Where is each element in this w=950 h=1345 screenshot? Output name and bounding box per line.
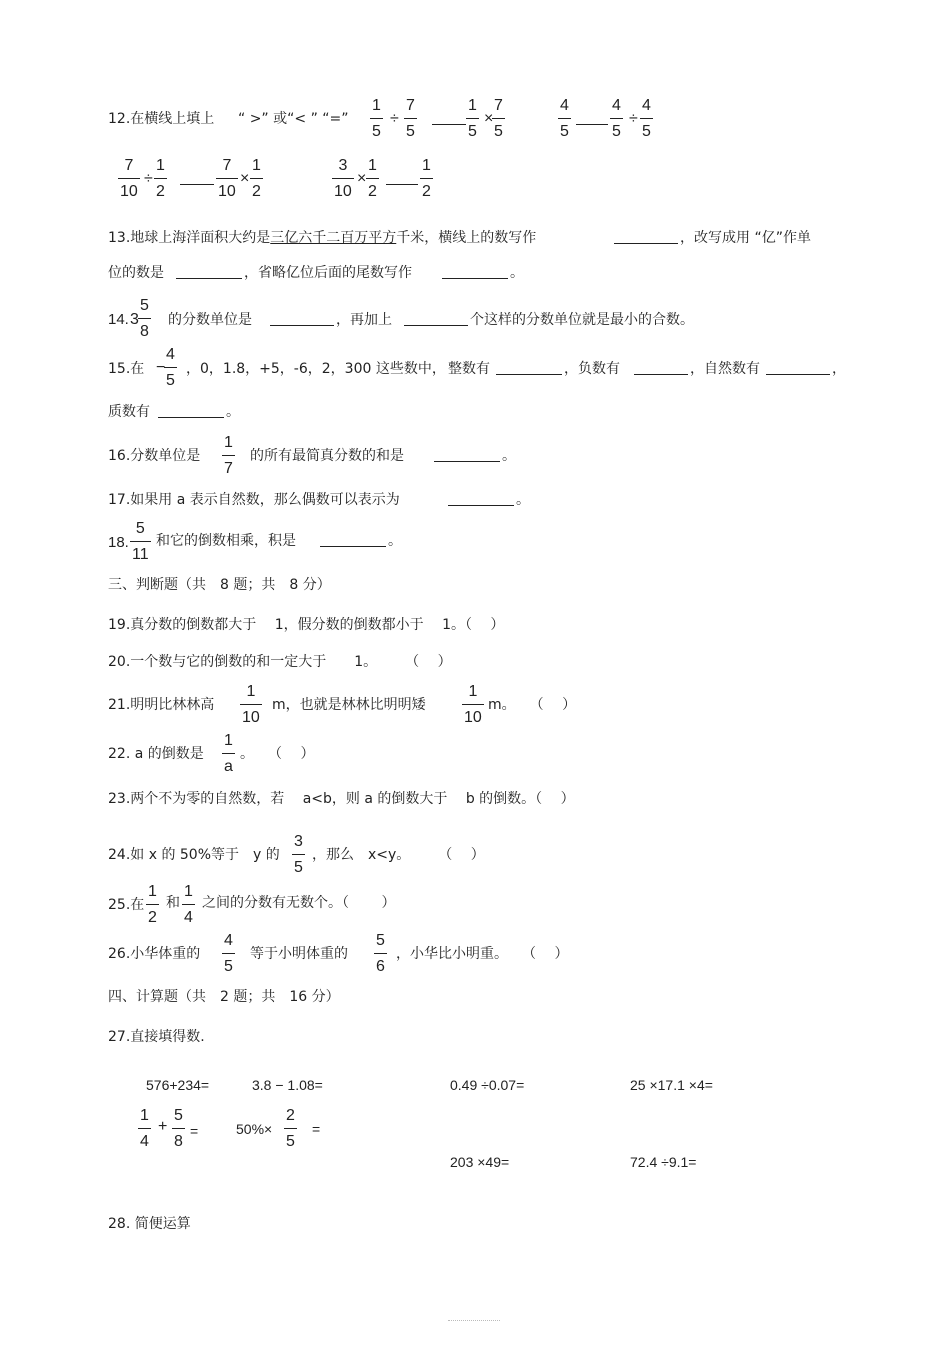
q13-blank2[interactable] <box>176 264 242 284</box>
q27-calc-4: 25 ×17.1 ×4= <box>630 1077 713 1093</box>
q12-e2-d: 4 5 <box>642 97 651 140</box>
q21-frac1: 1 10 <box>242 683 260 726</box>
q12-e1-blank[interactable] <box>432 110 466 130</box>
q12-symbols: “ >” 或“< ” “=” <box>238 111 349 127</box>
q13-line2c: 。 <box>510 265 524 281</box>
q27-f2-pre: 50%× <box>236 1121 273 1137</box>
q24-frac: 3 5 <box>294 833 303 876</box>
q16-end: 。 <box>502 448 516 464</box>
q14-text3: 个这样的分数单位就是最小的合数。 <box>470 312 694 328</box>
q22-prefix: 22. a 的倒数是 <box>108 746 204 762</box>
q12-e1-op1: ÷ <box>390 110 399 127</box>
q23-text: 23.两个不为零的自然数，若 a<b，则 a 的倒数大于 b 的倒数。（ ） <box>108 791 575 807</box>
section-4-heading: 四、计算题（共 2 题；共 16 分） <box>108 989 340 1005</box>
q15-line2: 质数有 <box>108 404 150 420</box>
q17-text: 17.如果用 a 表示自然数，那么偶数可以表示为 <box>108 492 400 508</box>
q27-calc-3: 0.49 ÷0.07= <box>450 1077 525 1093</box>
q15-blank1[interactable] <box>496 360 562 380</box>
q15-blank3[interactable] <box>766 360 830 380</box>
q26-frac2: 5 6 <box>376 932 385 975</box>
q12-e2-c: 4 5 <box>612 97 621 140</box>
q21-end: m。 （ ） <box>488 697 577 713</box>
q27-calc-5: 203 ×49= <box>450 1154 510 1170</box>
q12-e3-a: 7 10 <box>120 157 138 200</box>
q14-blank2[interactable] <box>404 311 468 331</box>
q12-e1-a: 1 5 <box>372 97 381 140</box>
q15-t2: ，负数有 <box>564 361 620 377</box>
q25-frac1: 1 2 <box>148 883 157 926</box>
q22-end: 。 （ ） <box>240 746 315 762</box>
q12-e4-blank[interactable] <box>386 170 418 190</box>
q14-frac: 5 8 <box>140 297 149 340</box>
q12-e1-op2: × <box>484 110 494 127</box>
q13-part2: 千米，横线上的数写作 <box>396 230 537 246</box>
q26-frac1: 4 5 <box>224 932 233 975</box>
q27-title: 27.直接填得数. <box>108 1029 205 1045</box>
q24-end: ，那么 x<y。 （ ） <box>312 847 485 863</box>
q12-e4-c: 1 2 <box>422 157 431 200</box>
q27-f2-frac: 2 5 <box>286 1107 295 1150</box>
q13-underlined: 三亿六千二百万平方 <box>270 230 397 246</box>
q26-prefix: 26.小华体重的 <box>108 946 201 962</box>
q12-e1-d: 7 5 <box>494 97 503 140</box>
q12-e2-blank[interactable] <box>576 110 608 130</box>
q12-e4-b: 1 2 <box>368 157 377 200</box>
q17-end: 。 <box>516 492 530 508</box>
q13-line2a: 位的数是 <box>108 265 164 281</box>
q26-mid: 等于小明体重的 <box>250 946 348 962</box>
q27-calc-2: 3.8 − 1.08= <box>252 1077 323 1093</box>
q12-e4-a: 3 10 <box>334 157 352 200</box>
q16-text: 的所有最简真分数的和是 <box>250 448 404 464</box>
q14-text2: ，再加上 <box>336 312 392 328</box>
q27-f1-b: 5 8 <box>174 1107 183 1150</box>
q25-and: 和 <box>166 895 180 911</box>
q15-blank4[interactable] <box>158 403 224 423</box>
q16-blank[interactable] <box>434 447 500 467</box>
q21-prefix: 21.明明比林林高 <box>108 697 215 713</box>
q12-e2-a: 4 5 <box>560 97 569 140</box>
q25-frac2: 1 4 <box>184 883 193 926</box>
q14-text1: 的分数单位是 <box>168 312 252 328</box>
q18-end: 。 <box>388 533 402 549</box>
q15-sign: − <box>156 359 166 376</box>
q27-f1-a: 1 4 <box>140 1107 149 1150</box>
q18-frac: 5 11 <box>132 520 149 563</box>
q15-line2end: 。 <box>226 404 240 420</box>
q12-e4-op1: × <box>357 170 367 187</box>
q18-prefix: 18. <box>108 534 129 551</box>
q12-e1-c: 1 5 <box>468 97 477 140</box>
q13-blank3[interactable] <box>442 264 508 284</box>
q12-e3-op1: ÷ <box>144 170 153 187</box>
q14-blank1[interactable] <box>270 311 334 331</box>
q13-blank1[interactable] <box>614 229 678 249</box>
q13-line1 <box>108 229 536 247</box>
q15-t1: 整数有 <box>448 361 490 377</box>
q27-calc-6: 72.4 ÷9.1= <box>630 1154 697 1170</box>
q13-part1: 13.地球上海洋面积大约是 <box>108 230 271 246</box>
q21-frac2: 1 10 <box>464 683 482 726</box>
q27-calc-1: 576+234= <box>146 1077 210 1093</box>
q15-t4: ， <box>832 361 846 377</box>
q15-list: ，0，1.8，+5，-6，2，300 这些数中， <box>186 361 446 377</box>
q20-text: 20.一个数与它的倒数的和一定大于 1。 （ ） <box>108 654 452 670</box>
q12-e2-op2: ÷ <box>629 110 638 127</box>
section-3-heading: 三、判断题（共 8 题；共 8 分） <box>108 577 331 593</box>
q21-mid: m，也就是林林比明明矮 <box>272 697 426 713</box>
q22-frac: 1 a <box>224 732 233 775</box>
q18-text: 和它的倒数相乘，积是 <box>156 533 296 549</box>
q19-text: 19.真分数的倒数都大于 1，假分数的倒数都小于 1。（ ） <box>108 617 505 633</box>
q16-frac: 1 7 <box>224 434 233 477</box>
q12-e3-blank[interactable] <box>180 170 214 190</box>
q28-title: 28. 简便运算 <box>108 1216 191 1232</box>
q27-f1-op: + <box>158 1118 168 1135</box>
q15-t3: ，自然数有 <box>690 361 760 377</box>
q16-prefix: 16.分数单位是 <box>108 448 201 464</box>
q15-blank2[interactable] <box>634 360 688 380</box>
q12-e3-b: 1 2 <box>156 157 165 200</box>
q17-blank[interactable] <box>448 491 514 511</box>
q14-prefix: 14. <box>108 311 129 328</box>
q18-blank[interactable] <box>320 532 386 552</box>
q24-prefix: 24.如 x 的 50%等于 y 的 <box>108 847 280 863</box>
q27-f1-eq: = <box>190 1123 199 1139</box>
q14-whole: 3 <box>130 311 139 328</box>
q25-end: 之间的分数有无数个。（ ） <box>202 895 396 911</box>
q27-f2-eq: = <box>312 1121 321 1137</box>
footer-divider <box>448 1320 500 1321</box>
q15-frac: 4 5 <box>166 346 175 389</box>
q12-e3-d: 1 2 <box>252 157 261 200</box>
q13-part3: ，改写成用 “亿”作单 <box>680 230 811 246</box>
q12-e3-op2: × <box>240 170 250 187</box>
q25-prefix: 25.在 <box>108 897 145 913</box>
q12-e1-b: 7 5 <box>406 97 415 140</box>
q15-prefix: 15.在 <box>108 361 145 377</box>
q13-line2b: ，省略亿位后面的尾数写作 <box>244 265 412 281</box>
q12-text: 12.在横线上填上 <box>108 111 215 127</box>
q26-end: ，小华比小明重。 （ ） <box>396 946 569 962</box>
q12-e3-c: 7 10 <box>218 157 236 200</box>
